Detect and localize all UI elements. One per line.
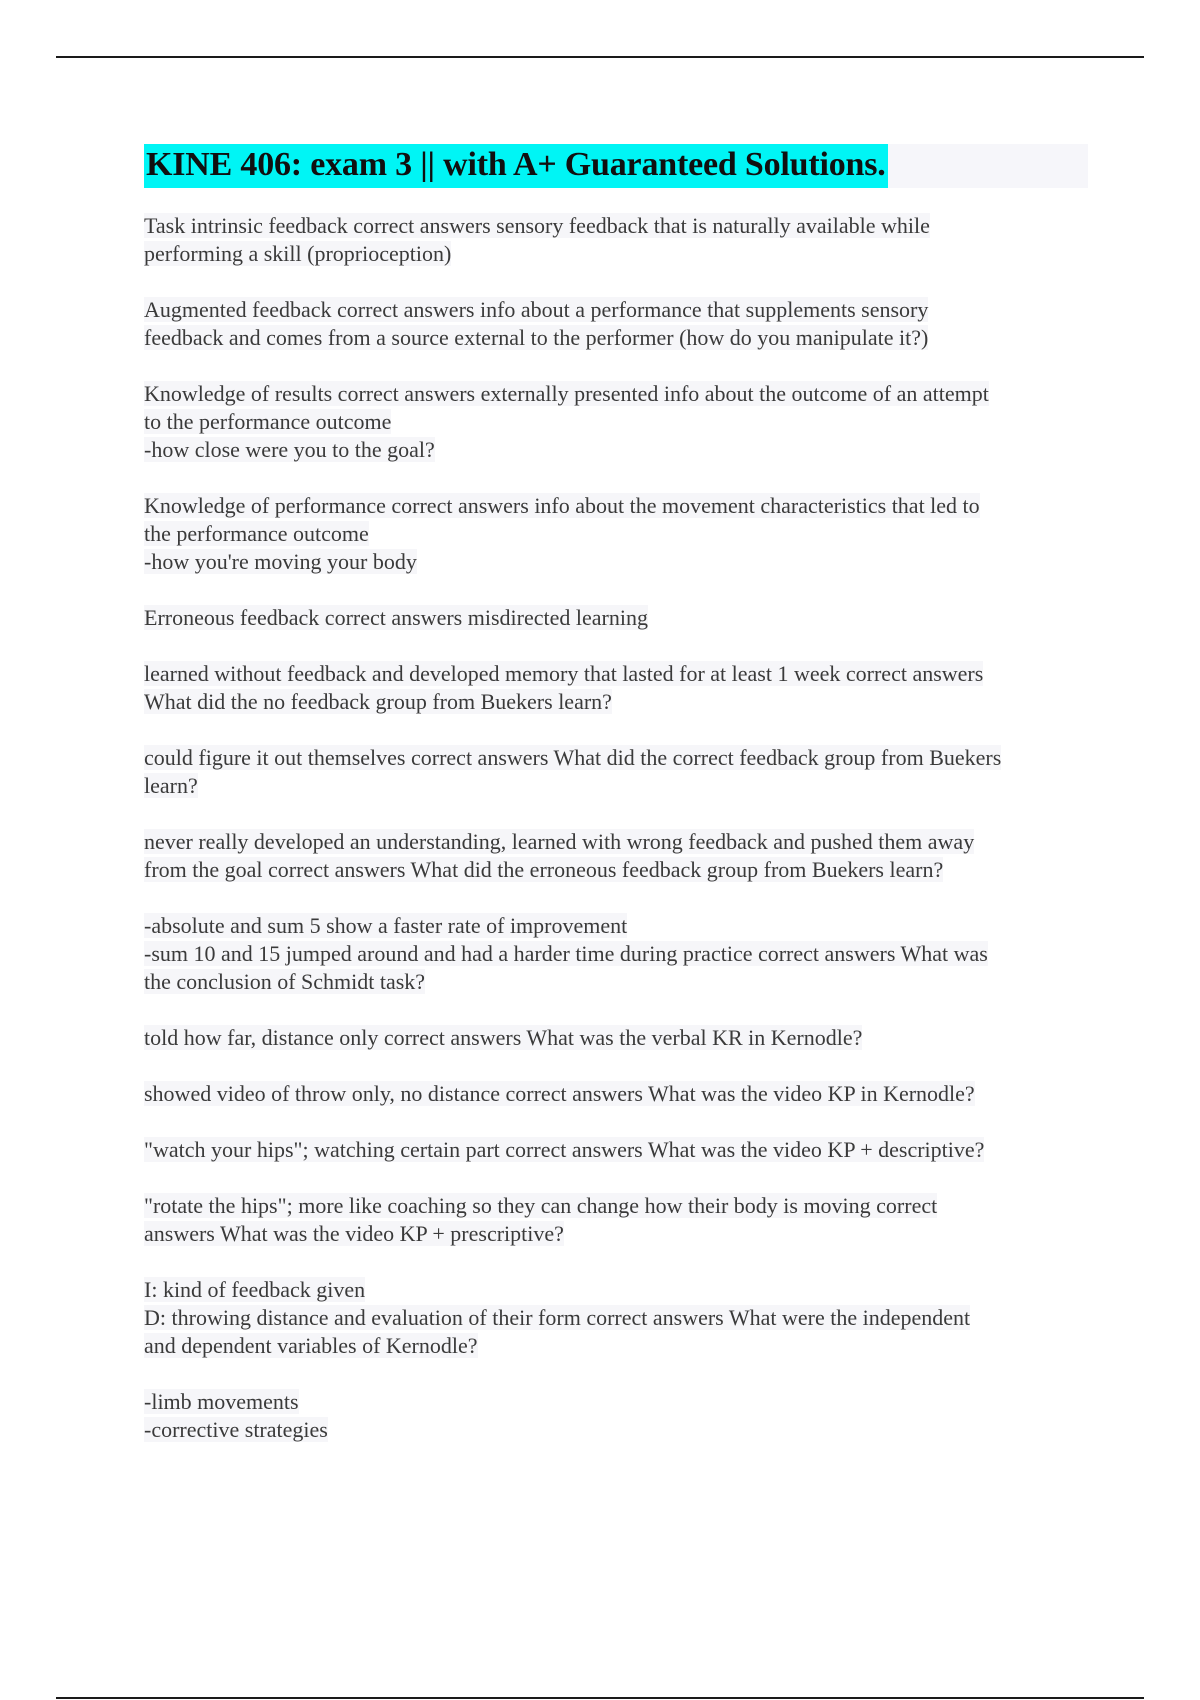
- flashcard-item: [144, 1192, 1088, 1248]
- flashcard-item: [144, 380, 1088, 464]
- flashcard-line-text: to the performance outcome: [144, 409, 392, 434]
- flashcard-line: [144, 968, 1088, 996]
- flashcard-line: [144, 772, 1088, 800]
- flashcard-line: [144, 296, 1088, 324]
- flashcard-line-text: Knowledge of results correct answers externally presented info about the outcome of an attempt: [144, 381, 989, 406]
- flashcard-line: [144, 1304, 1088, 1332]
- flashcard-line-text: D: throwing distance and evaluation of their form correct answers What were the independent: [144, 1305, 971, 1330]
- flashcard-item: [144, 660, 1088, 716]
- flashcard-line: [144, 1416, 1088, 1444]
- flashcard-item: [144, 1024, 1088, 1052]
- flashcard-line: [144, 856, 1088, 884]
- flashcard-line: [144, 1388, 1088, 1416]
- flashcard-line-text: learned without feedback and developed memory that lasted for at least 1 week correct answers: [144, 661, 984, 686]
- flashcard-line: [144, 1080, 1088, 1108]
- document-content: [144, 144, 1088, 1472]
- flashcard-line-text: showed video of throw only, no distance correct answers What was the video KP in Kernodle?: [144, 1081, 975, 1106]
- flashcard-line-text: -how you're moving your body: [144, 549, 417, 574]
- flashcard-item: [144, 828, 1088, 884]
- flashcard-item: [144, 492, 1088, 576]
- flashcard-line-text: performing a skill (proprioception): [144, 241, 452, 266]
- flashcard-line-text: feedback and comes from a source external to the performer (how do you manipulate it?): [144, 325, 929, 350]
- flashcard-item: [144, 1388, 1088, 1444]
- flashcard-line-text: "watch your hips"; watching certain part correct answers What was the video KP + descriptive?: [144, 1137, 985, 1162]
- flashcard-item: [144, 212, 1088, 268]
- flashcard-line: [144, 1276, 1088, 1304]
- flashcard-line: [144, 324, 1088, 352]
- flashcard-item: [144, 1136, 1088, 1164]
- flashcard-line-text: Erroneous feedback correct answers misdirected learning: [144, 605, 648, 630]
- flashcard-line: [144, 688, 1088, 716]
- flashcard-item: [144, 1080, 1088, 1108]
- flashcard-line-text: What did the no feedback group from Buekers learn?: [144, 689, 612, 714]
- flashcard-line: [144, 940, 1088, 968]
- flashcard-item: [144, 604, 1088, 632]
- flashcard-line: [144, 660, 1088, 688]
- flashcard-line: [144, 604, 1088, 632]
- flashcard-line-text: learn?: [144, 773, 198, 798]
- flashcard-line: [144, 436, 1088, 464]
- flashcard-line: [144, 520, 1088, 548]
- flashcard-line: [144, 1136, 1088, 1164]
- flashcard-line-text: -how close were you to the goal?: [144, 437, 435, 462]
- title-bar: [144, 144, 1088, 188]
- flashcard-line-text: Task intrinsic feedback correct answers sensory feedback that is naturally available while: [144, 213, 930, 238]
- flashcard-line: [144, 1192, 1088, 1220]
- flashcard-line: [144, 380, 1088, 408]
- flashcard-line-text: -sum 10 and 15 jumped around and had a harder time during practice correct answers What was: [144, 941, 988, 966]
- flashcard-item: [144, 1276, 1088, 1360]
- flashcard-line: [144, 212, 1088, 240]
- document-title: KINE 406: exam 3 || with A+ Guaranteed Solutions.: [144, 144, 888, 188]
- flashcard-line-text: told how far, distance only correct answers What was the verbal KR in Kernodle?: [144, 1025, 863, 1050]
- flashcard-line-text: Augmented feedback correct answers info about a performance that supplements sensory: [144, 297, 929, 322]
- flashcard-line: [144, 1332, 1088, 1360]
- flashcard-line: [144, 240, 1088, 268]
- top-rule: [56, 56, 1144, 58]
- flashcard-line: [144, 548, 1088, 576]
- flashcard-line: [144, 912, 1088, 940]
- flashcard-item: [144, 912, 1088, 996]
- flashcard-line-text: -corrective strategies: [144, 1417, 328, 1442]
- flashcard-line: [144, 744, 1088, 772]
- flashcard-line-text: never really developed an understanding, learned with wrong feedback and pushed them away: [144, 829, 975, 854]
- flashcard-line-text: from the goal correct answers What did the erroneous feedback group from Buekers learn?: [144, 857, 944, 882]
- flashcard-line-text: and dependent variables of Kernodle?: [144, 1333, 478, 1358]
- flashcard-line-text: I: kind of feedback given: [144, 1277, 366, 1302]
- flashcard-item: [144, 744, 1088, 800]
- flashcard-line: [144, 492, 1088, 520]
- flashcard-line: [144, 408, 1088, 436]
- flashcard-line-text: -limb movements: [144, 1389, 299, 1414]
- flashcard-line: [144, 1024, 1088, 1052]
- flashcard-item: [144, 296, 1088, 352]
- flashcard-line-text: "rotate the hips"; more like coaching so they can change how their body is moving correct: [144, 1193, 938, 1218]
- flashcard-line-text: Knowledge of performance correct answers info about the movement characteristics that led to: [144, 493, 980, 518]
- flashcard-list: [144, 212, 1088, 1444]
- flashcard-line: [144, 828, 1088, 856]
- flashcard-line: [144, 1220, 1088, 1248]
- flashcard-line-text: answers What was the video KP + prescriptive?: [144, 1221, 564, 1246]
- flashcard-line-text: the performance outcome: [144, 521, 369, 546]
- flashcard-line-text: -absolute and sum 5 show a faster rate of improvement: [144, 913, 628, 938]
- flashcard-line-text: could figure it out themselves correct answers What did the correct feedback group from Buekers: [144, 745, 1002, 770]
- flashcard-line-text: the conclusion of Schmidt task?: [144, 969, 426, 994]
- bottom-rule: [56, 1697, 1144, 1699]
